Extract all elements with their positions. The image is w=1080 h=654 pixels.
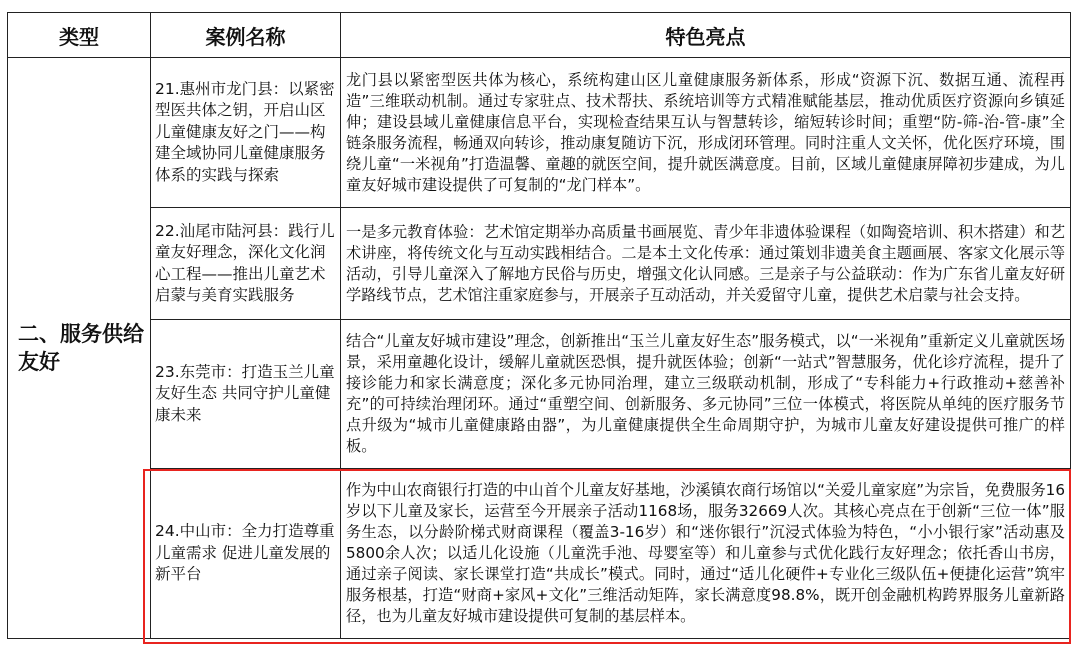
highlight-cell: 结合“儿童友好城市建设”理念，创新推出“玉兰儿童友好生态”服务模式，以“一米视角”重新定义儿童就医场景，采用童趣化设计，缓解儿童就医恐惧，提升就医体验；创新“一站式”智慧服务，优化诊疗流程，提升了接诊能力和家长满意度；深化多元协同治理，建立三级联动机制，形成了“专科能力+行政推动+慈善补充”的可持续治理闭环。通过“重塑空间、创新服务、多元协同”三位一体模式，将医院从单纯的医疗服务节点升级为“城市儿童健康路由器”，为儿童健康提供全生命周期守护，为城市儿童友好建设提供可推广的样板。 xyxy=(341,320,1071,468)
case-name-cell: 22.汕尾市陆河县：践行儿童友好理念，深化文化润心工程——推出儿童艺术启蒙与美育实践服务 xyxy=(151,208,341,320)
highlight-cell: 作为中山农商银行打造的中山首个儿童友好基地，沙溪镇农商行场馆以“关爱儿童家庭”为宗旨，免费服务16岁以下儿童及家长，运营至今开展亲子活动1168场，服务32669人次。其核心亮点在于创新“三位一体”服务生态，以分龄阶梯式财商课程（覆盖3-16岁）和“迷你银行”沉浸式体验为特色，“小小银行家”活动惠及5800余人次；以适儿化设施（儿童洗手池、母婴室等）和儿童参与式优化践行友好理念；依托香山书房，通过亲子阅读、家长课堂打造“共成长”模式。同时，通过“适儿化硬件+专业化三级队伍+便捷化运营”筑牢服务根基，打造“财商+家风+文化”三维活动矩阵，家长满意度98.8%，既开创金融机构跨界服务儿童新路径，也为儿童友好城市建设提供可复制的基层样本。 xyxy=(341,468,1071,638)
table-row xyxy=(8,58,1071,208)
case-name-cell: 23.东莞市：打造玉兰儿童友好生态 共同守护儿童健康未来 xyxy=(151,320,341,468)
table-row xyxy=(8,320,1071,468)
category-cell: 二、服务供给友好 xyxy=(8,58,151,639)
highlight-frame xyxy=(143,469,1071,644)
highlight-cell: 一是多元教育体验：艺术馆定期举办高质量书画展览、青少年非遗体验课程（如陶瓷培训、积木搭建）和艺术讲座，将传统文化与互动实践相结合。二是本土文化传承：通过策划非遗美食主题画展、客家文化展示等活动，引导儿童深入了解地方民俗与历史，增强文化认同感。三是亲子与公益联动：作为广东省儿童友好研学路线节点，艺术馆注重家庭参与，开展亲子互动活动，并关爱留守儿童，提供艺术启蒙与社会支持。 xyxy=(341,208,1071,320)
table-row xyxy=(8,208,1071,320)
header-type: 类型 xyxy=(8,13,151,58)
case-name-cell: 24.中山市：全力打造尊重儿童需求 促进儿童发展的新平台 xyxy=(151,468,341,638)
case-name-cell: 21.惠州市龙门县：以紧密型医共体之钥，开启山区儿童健康友好之门——构建全域协同儿童健康服务体系的实践与探索 xyxy=(151,58,341,208)
header-highlights: 特色亮点 xyxy=(341,13,1071,58)
header-row xyxy=(8,13,1071,58)
highlight-cell: 龙门县以紧密型医共体为核心，系统构建山区儿童健康服务新体系，形成“资源下沉、数据互通、流程再造”三维联动机制。通过专家驻点、技术帮扶、系统培训等方式精准赋能基层，推动优质医疗资源向乡镇延伸；建设县域儿童健康信息平台，实现检查结果互认与智慧转诊，缩短转诊时间；重塑“防-筛-治-管-康”全链条服务流程，畅通双向转诊，推动康复随访下沉，形成闭环管理。同时注重人文关怀，优化医疗环境，围绕儿童“一米视角”打造温馨、童趣的就医空间，提升就医满意度。目前，区域儿童健康屏障初步建成，为儿童友好城市建设提供了可复制的“龙门样本”。 xyxy=(341,58,1071,208)
header-case-name: 案例名称 xyxy=(151,13,341,58)
